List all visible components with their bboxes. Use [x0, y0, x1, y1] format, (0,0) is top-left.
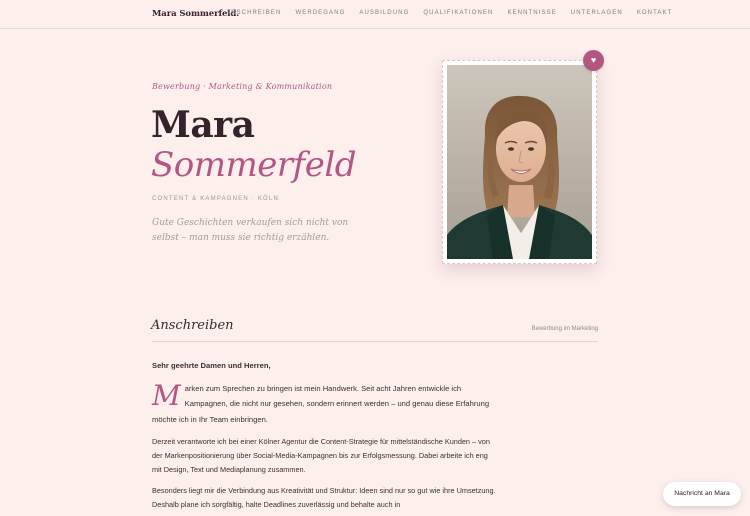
nav-link-anschreiben[interactable]: ANSCHREIBEN: [226, 10, 282, 16]
nav-link-kontakt[interactable]: KONTAKT: [636, 10, 673, 16]
nav-link-qualifikationen[interactable]: QUALIFIKATIONEN: [423, 10, 494, 16]
nav-link-ausbildung[interactable]: AUSBILDUNG: [359, 10, 410, 16]
portrait-illustration: [447, 65, 592, 259]
section-title-anschreiben: Anschreiben: [151, 318, 234, 333]
nav-link-werdegang[interactable]: WERDEGANG: [295, 10, 346, 16]
letter-paragraph-2: Derzeit verantworte ich bei einer Kölner Agentur die Content-Strategie für mittelständische Kunden – von der Markenpositionierung über Social-Media-Kampagnen bis zur Erfolgsmessung. Dabei arbeite ich eng mit Design, Text und Mediaplanung zusammen.: [152, 437, 490, 474]
nav-link-unterlagen[interactable]: UNTERLAGEN: [570, 10, 623, 16]
message-button[interactable]: Nachricht an Mara: [663, 482, 741, 506]
portrait-card: [442, 60, 597, 264]
drop-cap: M: [152, 378, 181, 412]
section-divider: [152, 341, 598, 342]
letter-paragraph-1-text: arken zum Sprechen zu bringen ist mein Handwerk. Seit acht Jahren entwickle ich Kampagnen, die nicht nur gesehen, sondern erinnert werden – und genau diese Erfahrung möchte ich in Ihr Team einbringen.: [152, 383, 490, 424]
brand-logo[interactable]: Mara Sommerfeld.: [152, 9, 240, 19]
section-meta: Bewerbung im Marketing: [531, 326, 598, 332]
hero-tagline: Gute Geschichten verkaufen sich nicht von selbst – man muss sie richtig erzählen.: [152, 218, 349, 243]
hero-kicker: Bewerbung · Marketing & Kommunikation: [152, 82, 333, 91]
heart-icon[interactable]: ♥: [583, 50, 604, 71]
letter-paragraph-1: [152, 378, 498, 428]
hero-first-name: Mara: [151, 104, 255, 146]
portrait-photo: [447, 65, 592, 259]
top-navigation: [0, 0, 750, 29]
nav-link-kenntnisse[interactable]: KENNTNISSE: [507, 10, 557, 16]
letter-paragraph-3: Besonders liegt mir die Verbindung aus Kreativität und Struktur: Ideen sind nur so gut wie ihre Umsetzung. Deshalb plane ich sorgfältig, halte Deadlines zuverlässig und behalte auch in: [152, 486, 496, 509]
cover-letter: [152, 358, 498, 516]
hero-last-name: Sommerfeld: [151, 145, 356, 185]
hero-subline: CONTENT & KAMPAGNEN · KÖLN: [152, 196, 279, 202]
nav-links: [226, 10, 672, 16]
letter-greeting: Sehr geehrte Damen und Herren,: [152, 361, 271, 370]
